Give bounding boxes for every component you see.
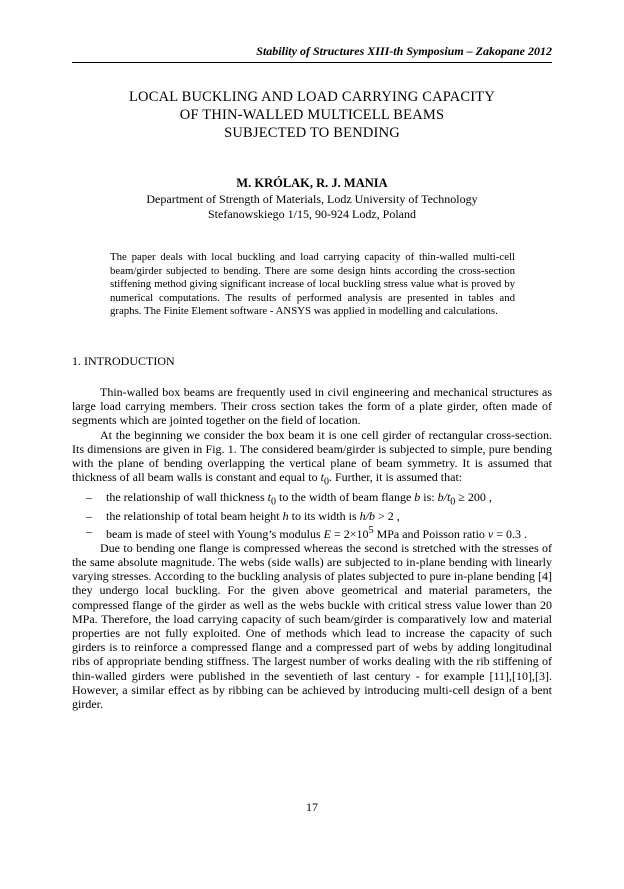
sub-0: 0 [323, 476, 329, 488]
paper-title [72, 88, 552, 142]
paragraph-2 [72, 428, 552, 490]
running-header: Stability of Structures XIII-th Symposium – Zakopane 2012 [256, 44, 552, 58]
title-line-2: OF THIN-WALLED MULTICELL BEAMS [179, 107, 445, 123]
list-item: – beam is made of steel with Young’s modulus $E = 2\times 10^5$ MPa and Poisson ratio ν = 0.3 . [86, 523, 528, 541]
var-t: t [320, 470, 324, 485]
authors: M. KRÓLAK, R. J. MANIA [236, 176, 388, 190]
list-item: – the relationship of wall thickness $t_0$ to the width of beam flange b is: $b/t_0 \ge 200$ , [86, 489, 492, 508]
affiliation-line-1: Department of Strength of Materials, Lodz University of Technology [146, 192, 478, 206]
paragraph-1: Thin-walled box beams are frequently used in civil engineering and mechanical structures as large load carrying members. Their cross section takes the form of a plate girder, often made of segments which are jointed together on the field of location. [72, 385, 552, 428]
affiliation-line-2: Stefanowskiego 1/15, 90-924 Lodz, Poland [208, 207, 416, 221]
list-item: – the relationship of total beam height h to its width is h/b > 2 , [86, 509, 400, 524]
section-heading: 1. INTRODUCTION [72, 354, 175, 368]
abstract: The paper deals with local buckling and load carrying capacity of thin-walled multi-cell beam/girder subjected to bending. There are some design hints according the cross-section stiffening method giving significant increase of local buckling stress value what is proved by numerical computations. The results of performed analysis are presented in tables and graphs. The Finite Element software - ANSYS was applied in modelling and calculations. [110, 251, 515, 318]
paragraph-2-end: . Further, it is assumed that: [328, 470, 463, 485]
body-text [72, 385, 552, 711]
assumption-list [72, 490, 552, 541]
paragraph-2-text: At the beginning we consider the box beam it is one cell girder of rectangular cross-section. Its dimensions are given in Fig. 1. The considered beam/girder is subjected to simple, pure bending with the plane of bending overlapping the vertical plane of beam symmetry. It is assumed that thickness of all beam walls is constant and equal to [72, 427, 552, 485]
header-rule [72, 62, 552, 63]
page-number: 17 [306, 800, 318, 814]
title-line-3: SUBJECTED TO BENDING [224, 125, 400, 141]
title-line-1: LOCAL BUCKLING AND LOAD CARRYING CAPACITY [128, 89, 496, 105]
affiliation [72, 192, 552, 222]
paragraph-3: Due to bending one flange is compressed whereas the second is stretched with the stresses of the same absolute magnitude. The webs (side walls) are subjected to in-plane bending with linearly varying stresses. According to the buckling analysis of plates subjected to pure in-plane bending [4] they undergo local buckling. For the given above geometrical and material parameters, the compressed flange of the girder as well as the webs buckle with critical stress value lower than 20 MPa. Therefore, the load carrying capacity of such beam/girder is comparatively low and material properties are not fully exploited. One of methods which lead to increase the capacity of such girders is to reinforce a compressed flange and a compressed part of webs by adding longitudinal ribs of appropriate bending stiffness. The largest number of works dealing with the rib stiffening of thin-walled girders were published in the seventieth of last century - for example [11],[10],[3]. However, a similar effect as by ribbing can be achieved by introducing multi-cell design of a bent girder. [72, 540, 552, 712]
